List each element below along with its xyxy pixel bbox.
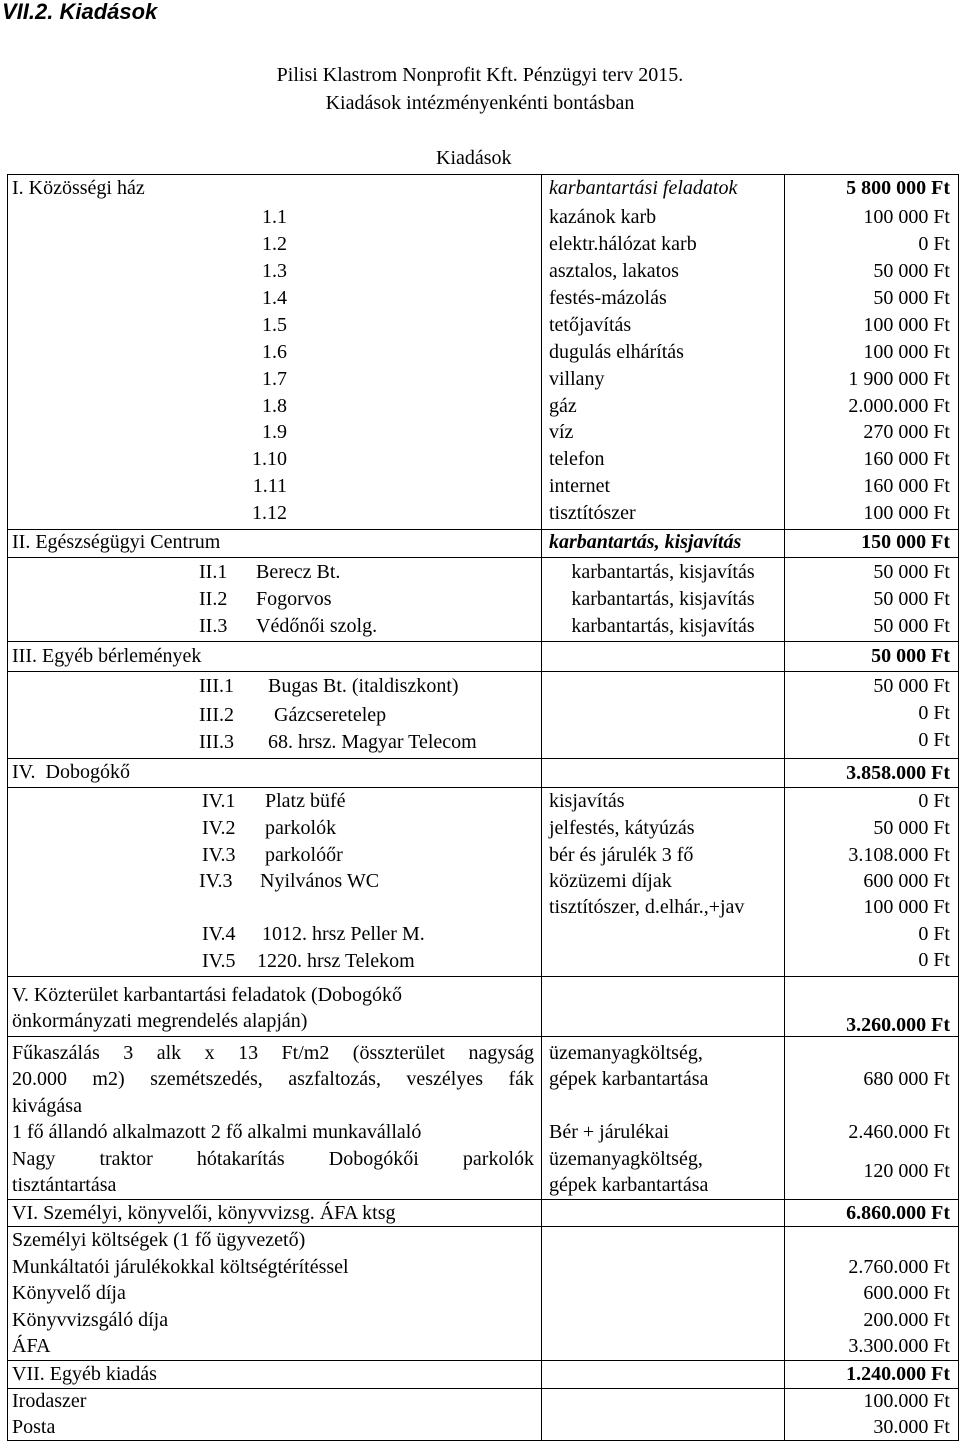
item-code: 1.12	[252, 502, 287, 524]
item-code: 1.11	[252, 475, 287, 497]
item-amount: 50 000 Ft	[873, 561, 950, 583]
item-code: IV.5	[202, 950, 236, 972]
item-code: IV.3	[202, 844, 236, 866]
item-amount: 1 900 000 Ft	[848, 368, 950, 390]
item-code: 1.1	[262, 206, 287, 228]
item-amount: 2.000.000 Ft	[848, 395, 950, 417]
item-amount: 200.000 Ft	[863, 1309, 950, 1331]
item-name: internet	[549, 475, 611, 497]
item-name: kazánok karb	[549, 206, 657, 228]
item-label: Könyvvizsgáló díja	[12, 1309, 169, 1331]
item-code: 1.9	[262, 421, 287, 443]
item-description: kisjavítás	[549, 790, 625, 812]
item-amount: 100 000 Ft	[863, 314, 950, 336]
item-text-line: kivágása	[12, 1095, 82, 1117]
item-amount: 50 000 Ft	[873, 588, 950, 610]
item-amount: 50 000 Ft	[873, 615, 950, 637]
section-title: II. Egészségügyi Centrum	[12, 531, 221, 553]
item-name: tisztítószer	[549, 502, 636, 524]
item-name: Bugas Bt. (italdiszkont)	[268, 675, 459, 697]
section-title: VI. Személyi, könyvelői, könyvvizsg. ÁFA ktsg	[12, 1202, 396, 1224]
item-code: IV.4	[202, 923, 236, 945]
section-total: 150 000 Ft	[861, 531, 950, 553]
item-description-line: gépek karbantartása	[549, 1174, 709, 1196]
item-name: Platz büfé	[265, 790, 346, 812]
item-description-line: Bér + járulékai	[549, 1121, 670, 1143]
item-name: elektr.hálózat karb	[549, 233, 697, 255]
item-amount: 50 000 Ft	[873, 287, 950, 309]
item-amount: 160 000 Ft	[863, 475, 950, 497]
item-name: asztalos, lakatos	[549, 260, 679, 282]
item-name: telefon	[549, 448, 605, 470]
item-amount: 160 000 Ft	[863, 448, 950, 470]
item-name: 68. hrsz. Magyar Telecom	[268, 731, 477, 753]
item-amount: 100 000 Ft	[863, 206, 950, 228]
item-name: Nyilvános WC	[260, 870, 380, 892]
item-description: karbantartás, kisjavítás	[571, 615, 755, 637]
table-row-divider	[7, 1199, 958, 1200]
item-amount: 50 000 Ft	[873, 817, 950, 839]
item-code: 1.3	[262, 260, 287, 282]
item-code: II.1	[199, 561, 228, 583]
item-amount: 2.460.000 Ft	[848, 1121, 950, 1143]
item-amount: 100 000 Ft	[863, 341, 950, 363]
item-amount: 30.000 Ft	[873, 1416, 950, 1438]
item-code: 1.8	[262, 395, 287, 417]
item-label: Munkáltatói járulékokkal költségtérítéssel	[12, 1256, 349, 1278]
item-label: Posta	[12, 1416, 56, 1438]
item-description: jelfestés, kátyúzás	[549, 817, 695, 839]
item-code: II.3	[199, 615, 228, 637]
section-total: 1.240.000 Ft	[846, 1363, 950, 1385]
item-amount: 0 Ft	[918, 729, 950, 751]
item-text-line: Nagy traktor hótakarítás Dobogókői parkolók	[12, 1148, 534, 1170]
item-amount: 120 000 Ft	[863, 1160, 950, 1182]
item-text-line: tisztántartása	[12, 1174, 117, 1196]
item-amount: 680 000 Ft	[863, 1068, 950, 1090]
item-amount: 0 Ft	[918, 923, 950, 945]
item-description: közüzemi díjak	[549, 870, 672, 892]
item-code: 1.2	[262, 233, 287, 255]
section-title-line: önkormányzati megrendelés alapján)	[12, 1010, 308, 1032]
table-row-divider	[7, 529, 958, 530]
table-column-divider	[784, 174, 785, 1441]
item-text-line: Fűkaszálás 3 alk x 13 Ft/m2 (összterület nagyság	[12, 1042, 534, 1064]
item-amount: 3.300.000 Ft	[848, 1335, 950, 1357]
table-left-border	[7, 174, 8, 1441]
table-row-divider	[7, 758, 958, 759]
item-label: Személyi költségek (1 fő ügyvezető)	[12, 1229, 306, 1251]
item-name: Gázcseretelep	[274, 704, 387, 726]
section-description: karbantartás, kisjavítás	[549, 531, 742, 553]
item-description: karbantartás, kisjavítás	[571, 561, 755, 583]
section-total: 3.858.000 Ft	[846, 762, 950, 784]
item-name: 1012. hrsz Peller M.	[262, 923, 425, 945]
table-column-divider	[541, 174, 542, 1441]
item-text-line: 20.000 m2) szemétszedés, aszfaltozás, veszélyes fák	[12, 1068, 534, 1090]
item-code: 1.10	[252, 448, 287, 470]
item-amount: 600 000 Ft	[863, 870, 950, 892]
table-row-divider	[7, 976, 958, 977]
item-amount: 100 000 Ft	[863, 502, 950, 524]
item-code: IV.1	[202, 790, 236, 812]
item-name: Fogorvos	[256, 588, 332, 610]
doc-title: Pilisi Klastrom Nonprofit Kft. Pénzügyi terv 2015.	[276, 64, 684, 86]
item-name: Berecz Bt.	[256, 561, 341, 583]
item-name: parkolóőr	[265, 844, 343, 866]
item-description-line: üzemanyagköltség,	[549, 1042, 703, 1064]
item-label: Könyvelő díja	[12, 1282, 126, 1304]
item-code: IV.2	[202, 817, 236, 839]
item-code: III.1	[199, 675, 234, 697]
table-right-border	[958, 174, 959, 1441]
table-row-divider	[7, 1036, 958, 1037]
table-row-divider	[7, 1226, 958, 1227]
item-label: ÁFA	[12, 1335, 51, 1357]
section-total: 6.860.000 Ft	[846, 1202, 950, 1224]
item-name: víz	[549, 421, 574, 443]
item-amount: 50 000 Ft	[873, 260, 950, 282]
table-row-divider	[7, 1360, 958, 1361]
column-header: Kiadások	[436, 147, 512, 169]
item-code: 1.5	[262, 314, 287, 336]
section-title: I. Közösségi ház	[12, 177, 145, 199]
item-name: Védőnői szolg.	[256, 615, 378, 637]
section-total: 3.260.000 Ft	[846, 1014, 950, 1036]
item-description: karbantartás, kisjavítás	[571, 588, 755, 610]
item-code: 1.4	[262, 287, 287, 309]
item-amount: 0 Ft	[918, 790, 950, 812]
item-amount: 100 000 Ft	[863, 896, 950, 918]
table-row-divider	[7, 787, 958, 788]
item-amount: 3.108.000 Ft	[848, 844, 950, 866]
table-row-divider	[7, 557, 958, 558]
section-title-line: V. Közterület karbantartási feladatok (Dobogókő	[12, 984, 403, 1006]
item-code: III.3	[199, 731, 234, 753]
item-text-line: 1 fő állandó alkalmazott 2 fő alkalmi munkavállaló	[12, 1121, 422, 1143]
table-row-divider	[7, 1388, 958, 1389]
item-label: Irodaszer	[12, 1390, 87, 1412]
item-amount: 50 000 Ft	[873, 675, 950, 697]
section-title: III. Egyéb bérlemények	[12, 645, 202, 667]
item-description: tisztítószer, d.elhár.,+jav	[549, 896, 745, 918]
item-code: 1.6	[262, 341, 287, 363]
item-name: gáz	[549, 395, 577, 417]
section-title: VII. Egyéb kiadás	[12, 1363, 157, 1385]
table-row-divider	[7, 641, 958, 642]
table-bottom-border	[7, 1440, 958, 1441]
table-row-divider	[7, 671, 958, 672]
item-name: festés-mázolás	[549, 287, 667, 309]
item-amount: 2.760.000 Ft	[848, 1256, 950, 1278]
item-description-line: üzemanyagköltség,	[549, 1148, 703, 1170]
item-amount: 0 Ft	[918, 702, 950, 724]
item-amount: 0 Ft	[918, 233, 950, 255]
item-name: parkolók	[265, 817, 337, 839]
table-top-border	[7, 174, 958, 175]
item-amount: 0 Ft	[918, 949, 950, 971]
item-description: bér és járulék 3 fő	[549, 844, 694, 866]
item-name: villany	[549, 368, 605, 390]
item-amount: 100.000 Ft	[863, 1390, 950, 1412]
section-title: IV. Dobogókő	[12, 761, 130, 783]
section-total: 5 800 000 Ft	[846, 177, 950, 199]
item-code: III.2	[199, 704, 234, 726]
doc-subtitle: Kiadások intézményenkénti bontásban	[325, 92, 635, 114]
item-name: tetőjavítás	[549, 314, 632, 336]
page-header: VII.2. Kiadások	[2, 0, 158, 24]
section-description: karbantartási feladatok	[549, 177, 738, 199]
item-code: II.2	[199, 588, 228, 610]
item-name: 1220. hrsz Telekom	[257, 950, 415, 972]
item-amount: 270 000 Ft	[863, 421, 950, 443]
item-code: 1.7	[262, 368, 287, 390]
item-name: dugulás elhárítás	[549, 341, 684, 363]
item-code: IV.3	[199, 870, 233, 892]
item-amount: 600.000 Ft	[863, 1282, 950, 1304]
section-total: 50 000 Ft	[871, 645, 950, 667]
item-description-line: gépek karbantartása	[549, 1068, 709, 1090]
